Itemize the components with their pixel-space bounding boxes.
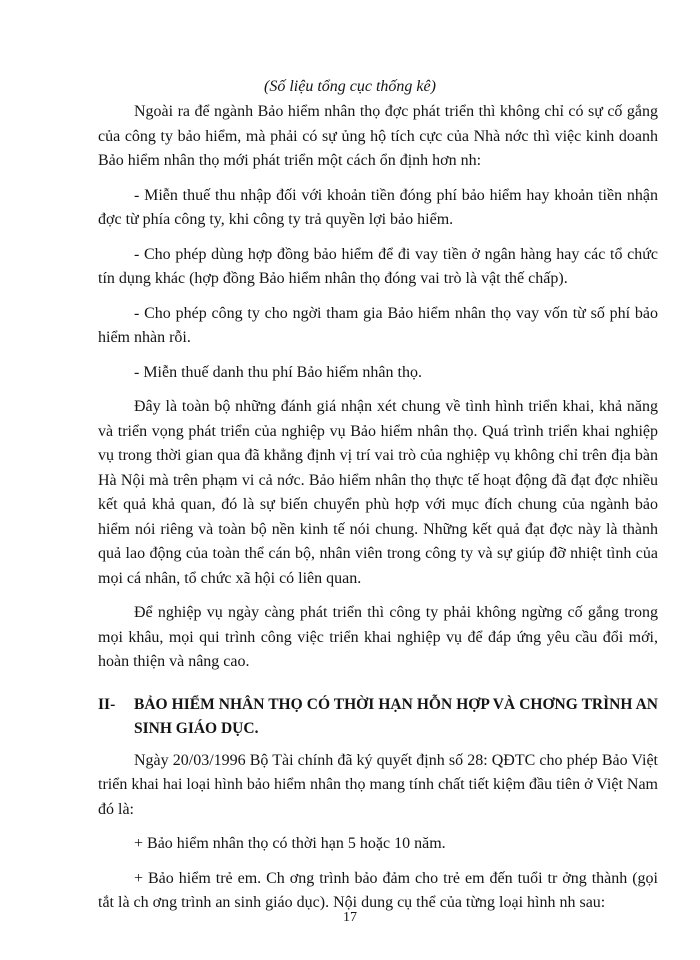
source-note: (Số liệu tổng cục thống kê) (264, 78, 436, 95)
paragraph-state-support: Ngoài ra để ngành Bảo hiểm nhân thọ đợc phát triển thì không chỉ có sự cố gắng của công ty bảo hiểm, mà phải có sự ủng hộ tích cực của Nhà nớc thì việc kinh doanh Bảo hiểm nhân thọ mới phát triển một cách ổn định hơn nh: (98, 103, 658, 169)
section-number: II- (98, 695, 116, 713)
section-title: BẢO HIỂM NHÂN THỌ CÓ THỜI HẠN HỖN HỢP VÀ CHƠNG TRÌNH AN SINH GIÁO DỤC. (134, 695, 658, 737)
section-heading (98, 693, 658, 741)
paragraph-loan-collateral: - Cho phép dùng hợp đồng bảo hiểm để đi vay tiền ở ngân hàng hay các tổ chức tín dụng khác (hợp đồng Bảo hiểm nhân thọ đóng vai trò là vật thế chấp). (98, 245, 658, 287)
document-body (98, 100, 658, 926)
paragraph-term-insurance: + Bảo hiểm nhân thọ có thời hạn 5 hoặc 10 năm. (134, 835, 446, 852)
page-number: 17 (343, 910, 357, 925)
paragraph-general-assessment: Đây là toàn bộ những đánh giá nhận xét chung về tình hình triển khai, khả năng và triển vọng phát triển của nghiệp vụ Bảo hiểm nhân thọ. Quá trình triển khai nghiệp vụ trong thời gian qua đã khẳng định vị trí vai trò của nghiệp vụ không chỉ trên địa bàn Hà Nội mà trên phạm vi cả nớc. Bảo hiểm nhân thọ thực tế hoạt động đã đạt đợc nhiều kết quả khả quan, đó là sự biến chuyển phù hợp với mục đích chung của ngành bảo hiểm nói riêng và toàn bộ nền kinh tế nói chung. Những kết quả đạt đợc này là thành quả lao động của toàn thể cán bộ, nhân viên trong công ty và sự giúp đỡ nhiệt tình của mọi cá nhân, tổ chức xã hội có liên quan. (98, 398, 658, 587)
paragraph-decision-28: Ngày 20/03/1996 Bộ Tài chính đã ký quyết định số 28: QĐTC cho phép Bảo Việt triển khai hai loại hình bảo hiểm nhân thọ mang tính chất tiết kiệm đầu tiên ở Việt Nam đó là: (98, 751, 658, 818)
paragraph-continuous-effort: Để nghiệp vụ ngày càng phát triển thì công ty phải không ngừng cố gắng trong mọi khâu, mọi qui trình công việc triển khai nghiệp vụ để đáp ứng yêu cầu đổi mới, hoàn thiện và nâng cao. (98, 604, 658, 670)
paragraph-policyholder-loan: - Cho phép công ty cho ngời tham gia Bảo hiểm nhân thọ vay vốn từ số phí bảo hiểm nhàn rỗi. (98, 304, 658, 346)
paragraph-tax-exemption-income: - Miễn thuế thu nhập đối với khoản tiền đóng phí bảo hiểm hay khoản tiền nhận đợc từ phía công ty, khi công ty trả quyền lợi bảo hiểm. (98, 186, 658, 228)
paragraph-tax-exemption-premium: - Miễn thuế danh thu phí Bảo hiểm nhân thọ. (134, 363, 422, 381)
paragraph-child-insurance: + Bảo hiểm trẻ em. Ch ơng trình bảo đảm cho trẻ em đến tuổi tr ởng thành (gọi tắt là ch ơng trình an sinh giáo dục). Nội dung cụ thể của từng loại hình nh sau: (98, 869, 658, 911)
